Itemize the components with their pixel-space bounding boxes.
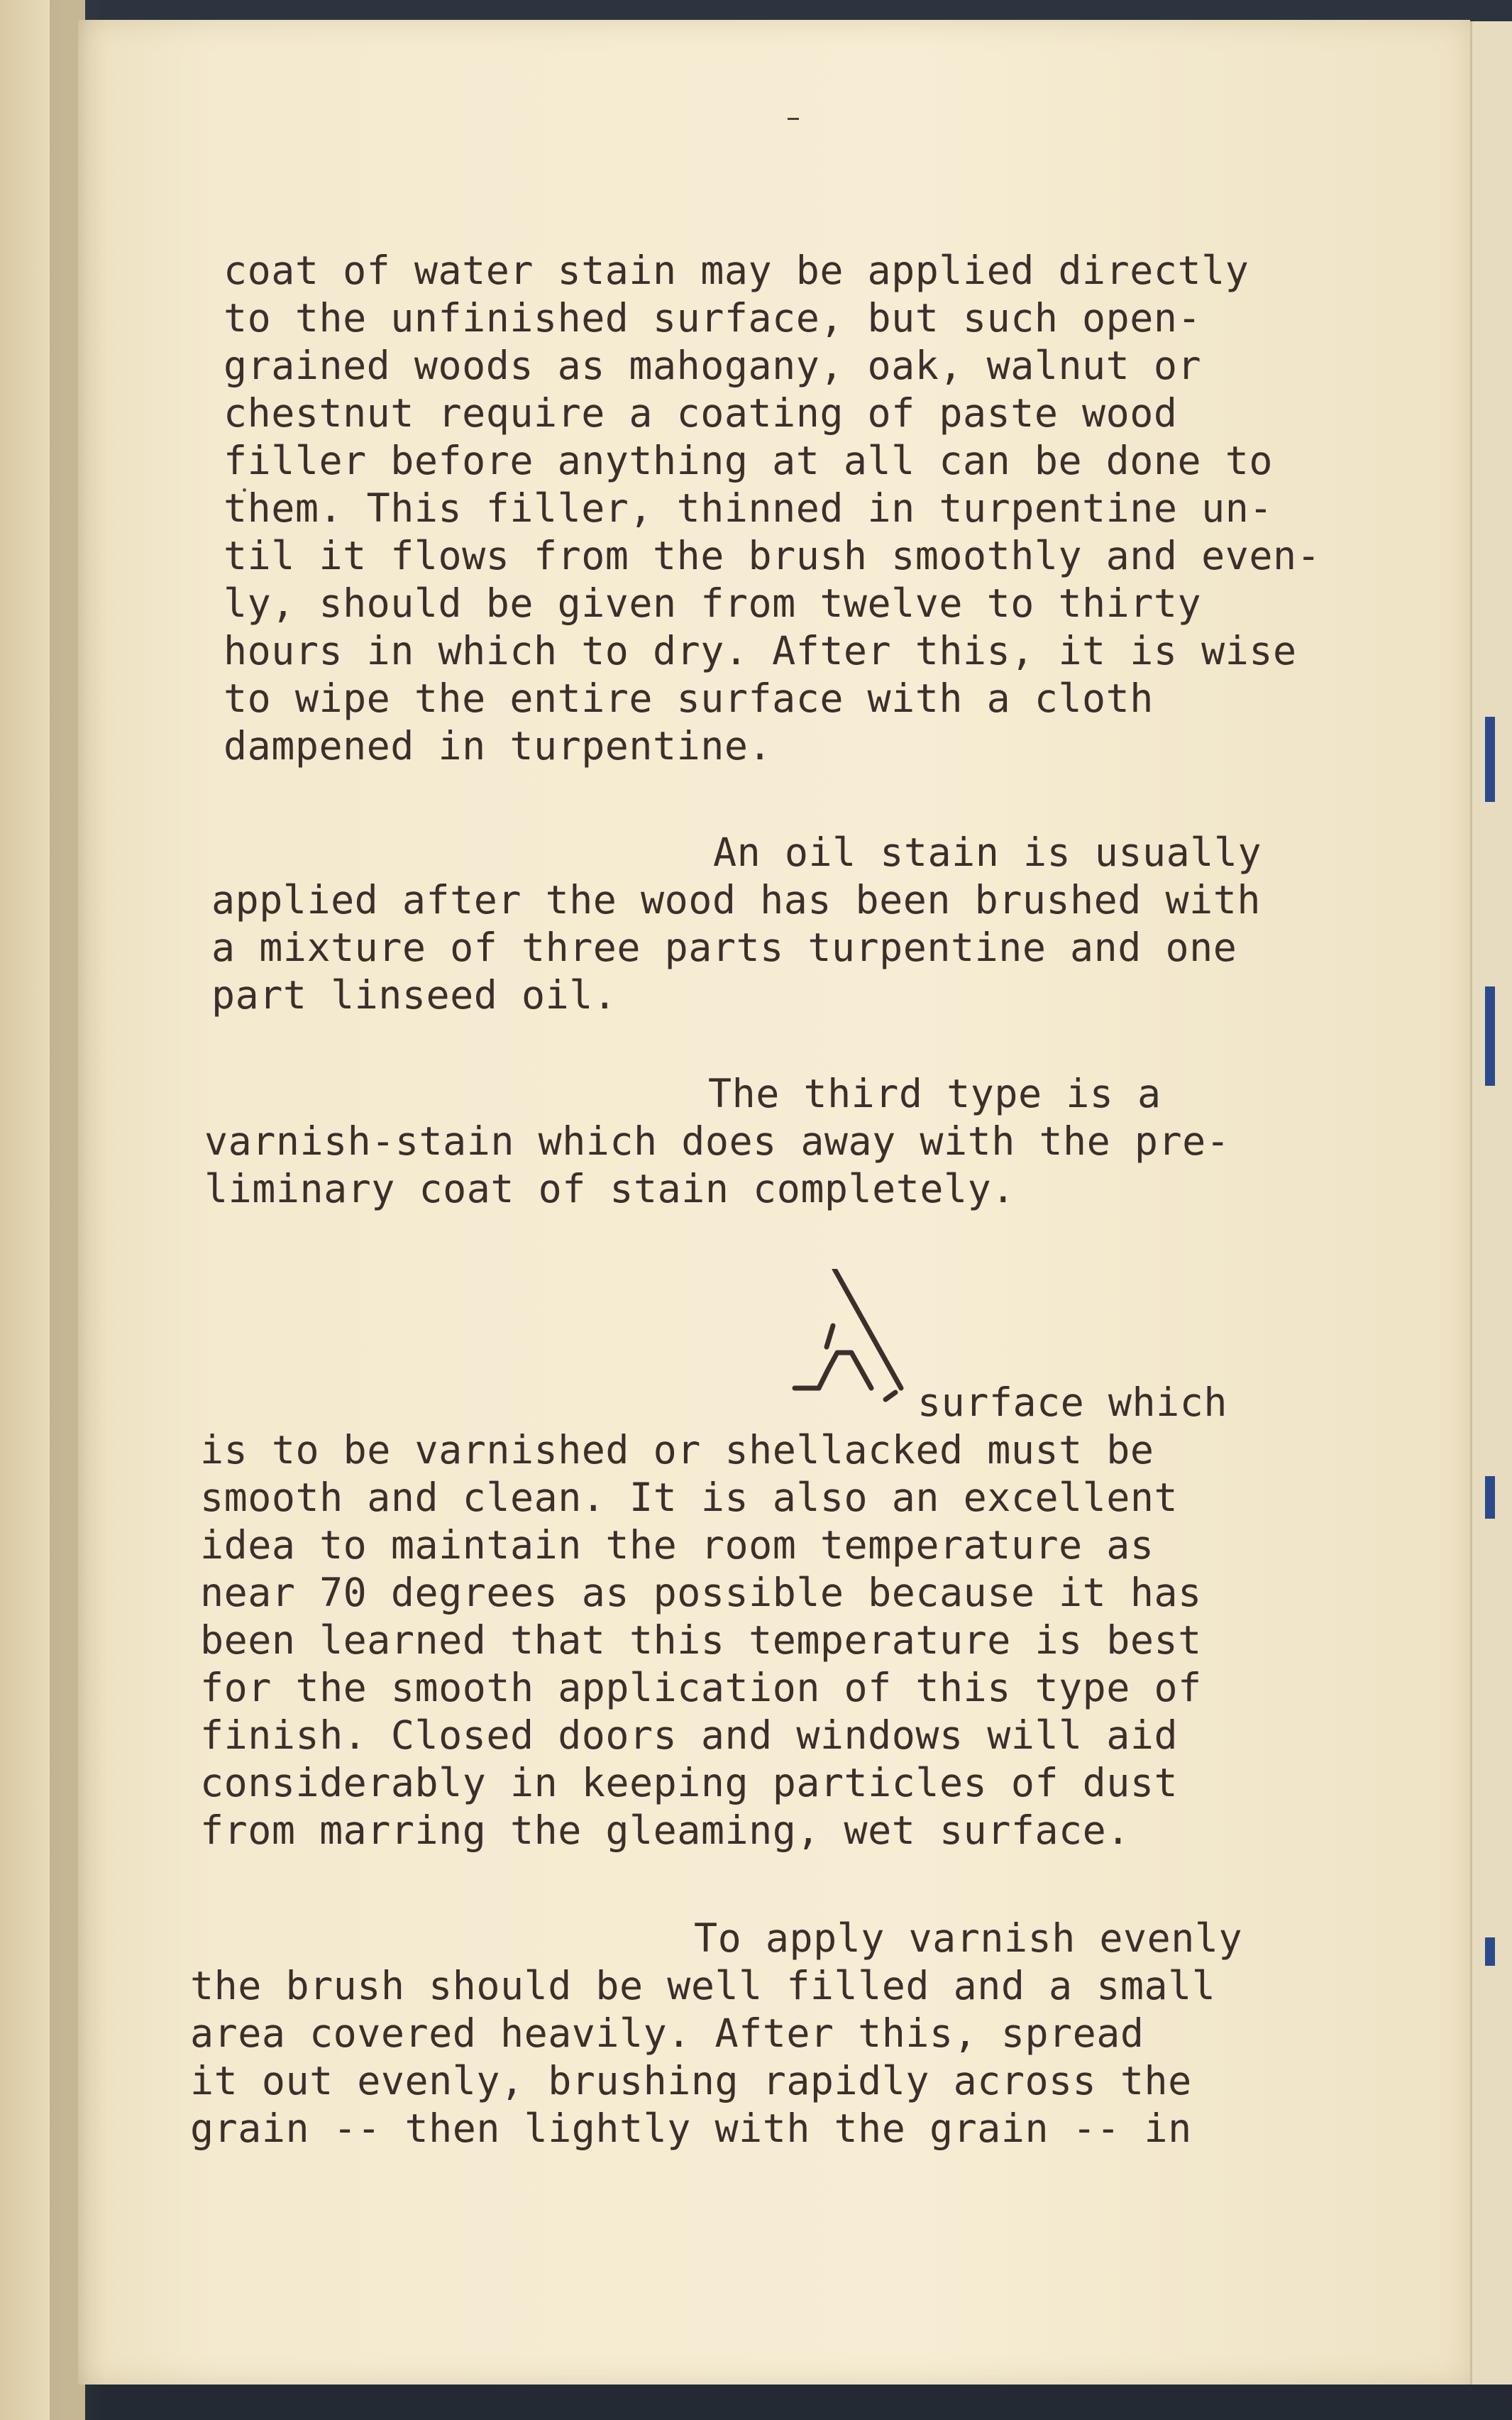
paragraph-water-stain: coat of water stain may be applied directly to the unfinished surface, but such open- grained woods as mahogany, oak, walnut or chestnut require a coating of paste wood filler before anything at all can be done to them. This filler, thinned in turpentine un- til it flows from the brush smoothly and even- ly, should be given from twelve to thirty hours in which to dry. After this, it is wise to wipe the entire surface with a cloth dampened in turpentine.: [224, 248, 1321, 769]
drop-cap-a: [788, 1269, 915, 1414]
paragraph-oil-stain: applied after the wood has been brushed with a mixture of three parts turpentine and one part linseed oil.: [211, 877, 1261, 1018]
paragraph-surface: is to be varnished or shellacked must be smooth and clean. It is also an excellent idea to maintain the room temperature as near 70 degrees as possible because it has been learned that this temperature is best for the smooth application of this type of finish. Closed doors and windows will aid considerably in keeping particles of dust from marring the gleaming, wet surface.: [200, 1427, 1202, 1853]
cover-mark: [1485, 1937, 1495, 1966]
paragraph-surface-first-line: surface which: [917, 1380, 1227, 1425]
cover-mark: [1485, 717, 1495, 802]
paragraph-apply-varnish: the brush should be well filled and a small area covered heavily. After this, spread it out evenly, brushing rapidly across the grain -- then lightly with the grain -- in: [190, 1963, 1216, 2151]
page-gutter-shadow: [50, 0, 106, 2420]
cover-mark: [1485, 1476, 1495, 1519]
book-cover-edge: [1470, 21, 1512, 2385]
cover-mark: [1485, 986, 1495, 1086]
paragraph-varnish-stain-first-line: The third type is a: [708, 1071, 1161, 1116]
paragraph-oil-stain-first-line: An oil stain is usually: [713, 830, 1262, 875]
paragraph-apply-varnish-first-line: To apply varnish evenly: [694, 1915, 1243, 1961]
paragraph-varnish-stain: varnish-stain which does away with the pre- liminary coat of stain completely.: [204, 1118, 1230, 1211]
document-page: [78, 20, 1470, 2385]
page-mark: [788, 118, 799, 120]
